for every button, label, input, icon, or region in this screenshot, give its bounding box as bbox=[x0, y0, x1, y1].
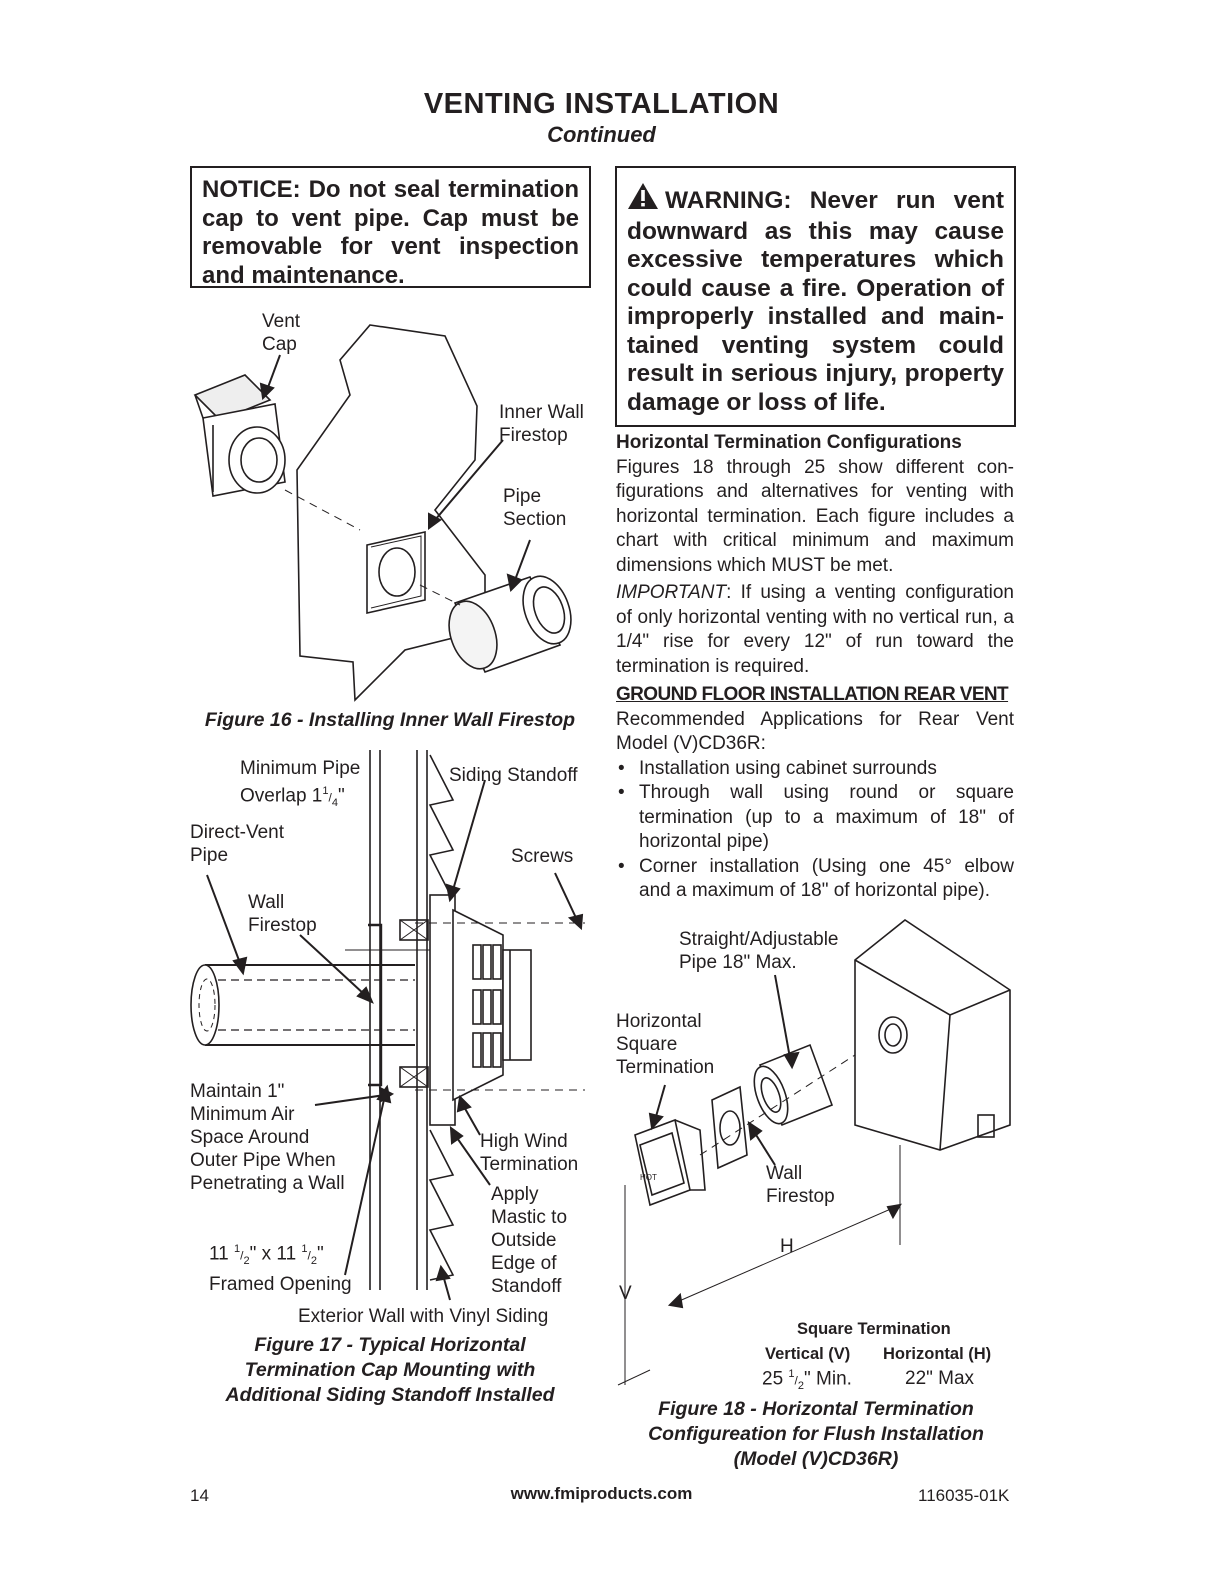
ground-floor-intro: Recommended Applications for Rear Vent Model (V)CD36R: bbox=[616, 708, 1014, 754]
warning-triangle-icon bbox=[627, 182, 659, 218]
document-id: 116035-01K bbox=[918, 1486, 1010, 1505]
v-dimension-label: V bbox=[619, 1283, 632, 1304]
pipe-section-label: Pipe Section bbox=[503, 486, 567, 530]
warning-box bbox=[615, 166, 1016, 427]
website-link[interactable]: www.fmiproducts.com bbox=[510, 1484, 693, 1503]
important-text: : If using a venting configuration of only horizontal venting with no vertical run, a 1/4" rise for every 12" of run toward the termination is required. bbox=[616, 582, 1014, 677]
important-label: IMPORTANT bbox=[616, 582, 727, 603]
col-horizontal-header: Horizontal (H) bbox=[883, 1345, 992, 1363]
siding-standoff-label: Siding Standoff bbox=[449, 765, 578, 786]
maintain-clearance-label: Maintain 1" Minimum Air Space Around Outer Pipe When Penetrating a Wall bbox=[190, 1081, 345, 1194]
horizontal-square-termination-label: Horizontal Square Termination bbox=[616, 1011, 715, 1078]
table-title: Square Termination bbox=[797, 1320, 951, 1338]
direct-vent-pipe-label: Direct-Vent Pipe bbox=[190, 822, 284, 866]
figure17-caption: Figure 17 - Typical Horizontal Termination Cap Mounting with Additional Siding Standoff Installed bbox=[225, 1334, 555, 1406]
framed-opening-label: 11 $^1/_2$" x 11 $^1/_2$" Framed Opening bbox=[209, 1243, 352, 1296]
h-dimension-label: H bbox=[780, 1236, 794, 1257]
col-vertical-header: Vertical (V) bbox=[765, 1345, 851, 1363]
list-item: • Corner installation (Using one 45° elbow and a maximum of 18" of horizontal pipe). bbox=[616, 855, 1014, 904]
horizontal-termination-section bbox=[616, 431, 1014, 904]
important-note bbox=[616, 581, 1014, 679]
exterior-wall-label: Exterior Wall with Vinyl Siding bbox=[298, 1306, 549, 1327]
section-body: Figures 18 through 25 show different con-figurations and alternatives for venting with horizontal termination. Each figure includes a chart with critical minimum and maximum dimensions which MUST be met. bbox=[616, 456, 1014, 576]
page-number: 14 bbox=[190, 1486, 209, 1505]
notice-box bbox=[190, 166, 591, 288]
inner-wall-firestop-label: Inner Wall Firestop bbox=[499, 402, 584, 446]
horizontal-value: 22" Max bbox=[905, 1368, 975, 1389]
page-subtitle: Continued bbox=[547, 122, 656, 147]
figure16-caption: Figure 16 - Installing Inner Wall Firestop bbox=[204, 709, 576, 731]
section-heading: Horizontal Termination Configurations bbox=[616, 432, 962, 453]
list-item: • Through wall using round or square termination (up to a maximum of 18" of horizontal pipe) bbox=[616, 781, 1014, 855]
applications-list bbox=[616, 757, 1014, 904]
figure18-caption: Figure 18 - Horizontal Termination Configureation for Flush Installation (Model (V)CD36R) bbox=[648, 1398, 984, 1470]
straight-pipe-label: Straight/Adjustable Pipe 18" Max. bbox=[679, 929, 839, 973]
list-item: • Installation using cabinet surrounds bbox=[616, 757, 1014, 782]
ground-floor-heading: GROUND FLOOR INSTALLATION REAR VENT bbox=[616, 684, 1009, 705]
wall-firestop-fig18-label: Wall Firestop bbox=[766, 1163, 835, 1207]
hot-label: HOT bbox=[640, 1173, 657, 1182]
page-title: VENTING INSTALLATION bbox=[423, 88, 780, 120]
high-wind-termination-label: High Wind Termination bbox=[480, 1131, 579, 1175]
notice-text: NOTICE: Do not seal termination cap to vent pipe. Cap must be removable for vent inspection and maintenance. bbox=[202, 176, 579, 289]
apply-mastic-label: Apply Mastic to Outside Edge of Standoff bbox=[491, 1184, 568, 1297]
screws-label: Screws bbox=[511, 846, 574, 867]
vent-cap-label: Vent Cap bbox=[262, 311, 301, 355]
vertical-value: 25 $^1/_2$" Min. bbox=[762, 1368, 852, 1393]
min-pipe-overlap-label: Minimum Pipe Overlap $1^1/_4$" bbox=[240, 758, 361, 810]
wall-firestop-label: Wall Firestop bbox=[248, 892, 317, 936]
warning-text: WARNING: Never run vent downward as this may cause excessive temperatures which could cause a fire. Operation of improperly installed and main-tained venting system could result in serious injury, property damage or loss of life. bbox=[627, 187, 1004, 416]
